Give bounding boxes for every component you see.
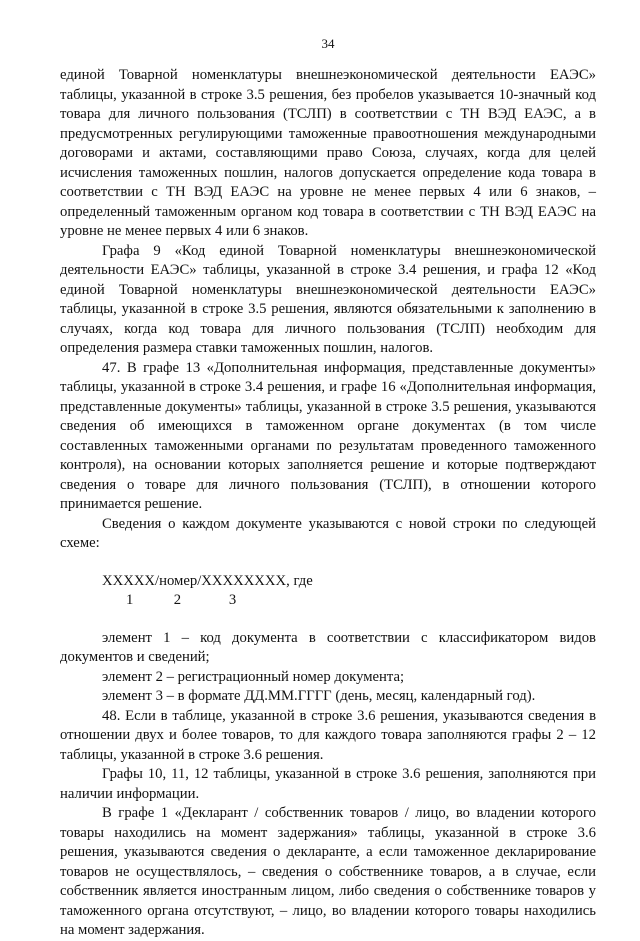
paragraph-item-47: 47. В графе 13 «Дополнительная информация, представленные документы» таблицы, указанной в строке 3.4 решения, и графе 16 «Дополнительная информация, представленные документы» таблицы, указанной в строке 3.5 решения, указываются сведения об имеющихся в таможенном органе документах (в том числе составленных таможенными органами по результатам проведенного таможенного контроля), на основании которых заполняется решение и которые подтверждают сведения о товаре для личного пользования (ТСЛП), в отношении которого принимается решение. (60, 359, 596, 512)
scheme-number-2: 2 (173, 592, 182, 608)
paragraph-element-2: элемент 2 – регистрационный номер документа; (102, 668, 405, 685)
paragraph-grafa-1: В графе 1 «Декларант / собственник товаров / лицо, во владении которого товары находились на момент задержания» таблицы, указанной в строке 3.6 решения, указываются сведения о декларанте, а если таможенное декларирование товаров не осуществлялось, – сведения о собственнике товаров, а в случае, если собственник является иностранным лицом, либо сведения о собственнике товаров у таможенного органа отсутствуют, – лицо, во владении которого товары находились на момент задержания. (60, 805, 596, 938)
page-number: 34 (321, 36, 335, 51)
paragraph-item-48: 48. Если в таблице, указанной в строке 3.6 решения, указываются сведения в отношении двух и более товаров, то для каждого товара заполняются графы 2 – 12 таблицы, указанной в строке 3.6 решения. (60, 707, 596, 763)
paragraph-grafa-9: Графа 9 «Код единой Товарной номенклатуры внешнеэкономической деятельности ЕАЭС» таблицы, указанной в строке 3.4 решения, и графа 12 «Код единой Товарной номенклатуры внешнеэкономической деятельности ЕАЭС» таблицы, указанной в строке 3.5 решения, являются обязательными к заполнению в случаях, когда код товара для личного пользования (ТСЛП) необходим для определения размера ставки таможенных пошлин, налогов. (60, 242, 596, 356)
paragraph-continuation: единой Товарной номенклатуры внешнеэкономической деятельности ЕАЭС» таблицы, указанной в строке 3.5 решения, без пробелов указывается 10-значный код товара для личного пользования (ТСЛП) в соответствии с ТН ВЭД ЕАЭС, а в предусмотренных регулирующими таможенные правоотношения международными договорами и актами, составляющими право Союза, случаях, когда для целей исчисления таможенных пошлин, налогов допускается определение кода товара в соответствии с ТН ВЭД ЕАЭС на уровне не менее первых 4 или 6 знаков, – определенный таможенным органом код товара в соответствии с ТН ВЭД ЕАЭС на уровне не менее первых 4 или 6 знаков. (60, 67, 596, 239)
paragraph-grafy-10-12: Графы 10, 11, 12 таблицы, указанной в строке 3.6 решения, заполняются при наличии информации. (60, 766, 596, 802)
scheme-number-3: 3 (228, 592, 237, 608)
paragraph-scheme-intro: Сведения о каждом документе указываются с новой строки по следующей схеме: (60, 515, 596, 551)
scheme-element-numbers (102, 591, 596, 611)
scheme-number-1: 1 (126, 592, 134, 608)
document-scheme (102, 572, 596, 611)
paragraph-element-1: элемент 1 – код документа в соответствии с классификатором видов документов и сведений; (60, 629, 596, 665)
paragraph-element-3: элемент 3 – в формате ДД.ММ.ГГГГ (день, месяц, календарный год). (102, 688, 536, 704)
scheme-template: ХХХХХ/номер/ХХХХХХХХ, где (102, 572, 313, 589)
document-body (60, 66, 596, 941)
